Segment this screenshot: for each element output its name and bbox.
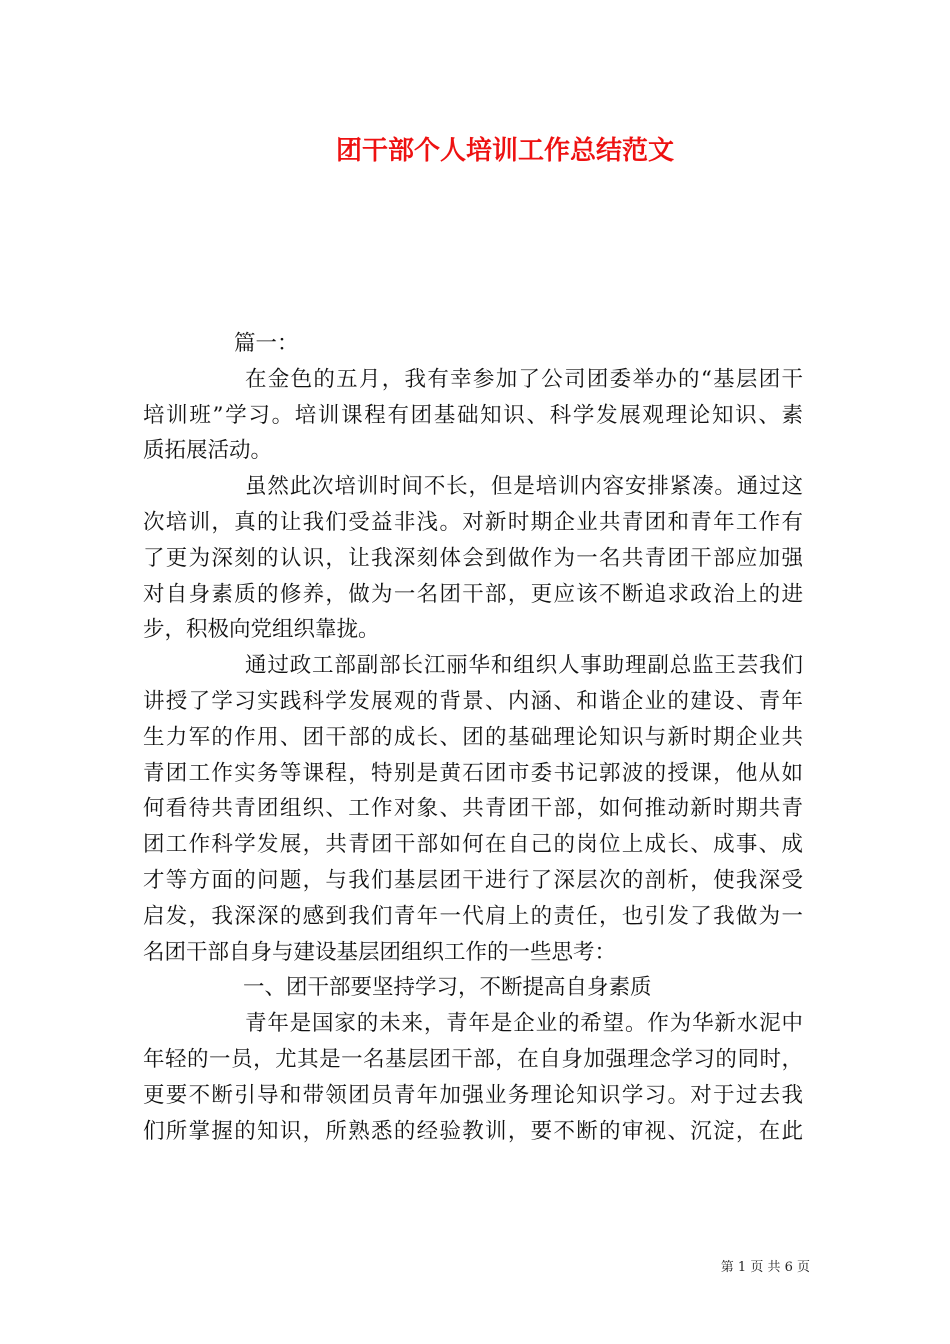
paragraph-5-line-3: 更要不断引导和带领团员青年加强业务理论知识学习。对于过去我 xyxy=(143,1082,803,1108)
paragraph-3-line-9: 名团干部自身与建设基层团组织工作的一些思考： xyxy=(143,939,617,965)
paragraph-5-line-4: 们所掌握的知识，所熟悉的经验教训，要不断的审视、沉淀，在此 xyxy=(143,1118,803,1144)
document-body xyxy=(143,326,803,1149)
paragraph-3-line-2: 讲授了学习实践科学发展观的背景、内涵、和谐企业的建设、青年 xyxy=(143,688,803,714)
section-label: 篇一： xyxy=(234,331,299,356)
paragraph-3-line-5: 何看待共青团组织、工作对象、共青团干部，如何推动新时期共青 xyxy=(143,796,803,822)
paragraph-3-line-1: 通过政工部副部长江丽华和组织人事助理副总监王芸我们 xyxy=(245,653,803,679)
paragraph-2-line-1: 虽然此次培训时间不长，但是培训内容安排紧凑。通过这 xyxy=(245,474,803,500)
paragraph-3-line-8: 启发，我深深的感到我们青年一代肩上的责任，也引发了我做为一 xyxy=(143,903,803,929)
paragraph-2-line-5: 步，积极向党组织靠拢。 xyxy=(143,617,380,643)
paragraph-5-line-2: 年轻的一员，尤其是一名基层团干部，在自身加强理念学习的同时， xyxy=(143,1046,803,1072)
paragraph-2-line-4: 对自身素质的修养，做为一名团干部，更应该不断追求政治上的进 xyxy=(143,581,803,607)
paragraph-3-line-4: 青团工作实务等课程，特别是黄石团市委书记郭波的授课，他从如 xyxy=(143,760,803,786)
paragraph-3-line-7: 才等方面的问题，与我们基层团干进行了深层次的剖析，使我深受 xyxy=(143,867,803,893)
paragraph-5-line-1: 青年是国家的未来，青年是企业的希望。作为华新水泥中 xyxy=(245,1011,803,1037)
paragraph-1-line-3: 质拓展活动。 xyxy=(143,438,273,464)
paragraph-3-line-6: 团工作科学发展，共青团干部如何在自己的岗位上成长、成事、成 xyxy=(143,832,803,858)
page-title: 团干部个人培训工作总结范文 xyxy=(335,136,674,166)
paragraph-1-line-2: 培训班”学习。培训课程有团基础知识、科学发展观理论知识、素 xyxy=(143,402,803,428)
paragraph-1-line-1: 在金色的五月，我有幸参加了公司团委举办的“基层团干 xyxy=(245,366,803,392)
paragraph-3-line-3: 生力军的作用、团干部的成长、团的基础理论知识与新时期企业共 xyxy=(143,724,803,750)
paragraph-2-line-2: 次培训，真的让我们受益非浅。对新时期企业共青团和青年工作有 xyxy=(143,509,803,535)
section-heading: 一、团干部要坚持学习，不断提高自身素质 xyxy=(243,975,652,1001)
paragraph-2-line-3: 了更为深刻的认识，让我深刻体会到做作为一名共青团干部应加强 xyxy=(143,545,803,571)
page-footer: 第 1 页 共 6 页 xyxy=(720,1260,810,1275)
